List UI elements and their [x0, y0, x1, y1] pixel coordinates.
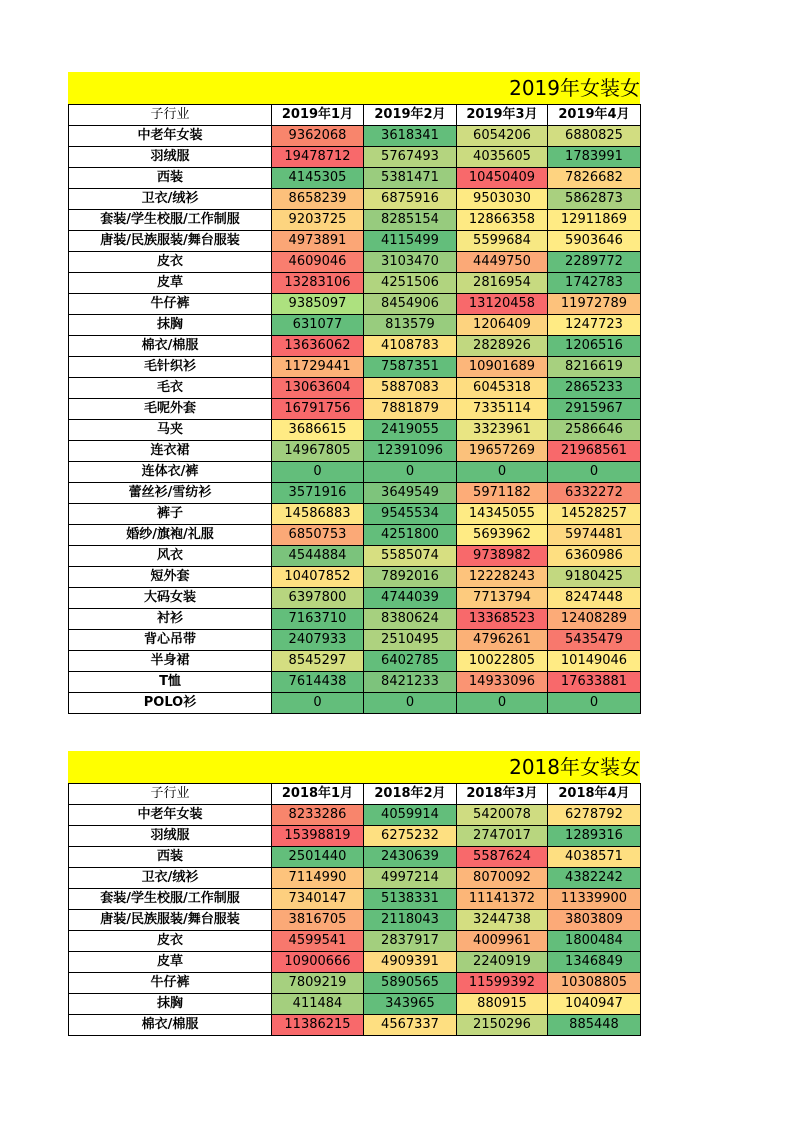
value-cell[interactable]: 11339900	[548, 889, 641, 910]
value-cell[interactable]: 3618341	[364, 126, 457, 147]
value-cell[interactable]: 9180425	[548, 567, 641, 588]
table-row	[69, 973, 641, 994]
row-label-subindustry[interactable]: 风衣	[69, 546, 272, 567]
row-label-subindustry[interactable]: 皮草	[69, 952, 272, 973]
value-cell[interactable]: 12408289	[548, 609, 641, 630]
value-cell[interactable]: 8658239	[272, 189, 364, 210]
value-cell[interactable]: 6880825	[548, 126, 641, 147]
value-cell[interactable]: 5974481	[548, 525, 641, 546]
table-2019-title: 2019年女装女	[509, 76, 640, 100]
value-cell[interactable]: 5599684	[457, 231, 548, 252]
row-label-subindustry[interactable]: 毛呢外套	[69, 399, 272, 420]
value-cell[interactable]: 2150296	[457, 1015, 548, 1036]
column-header-month[interactable]: 2019年4月	[548, 105, 641, 126]
value-cell[interactable]: 17633881	[548, 672, 641, 693]
value-cell[interactable]: 13636062	[272, 336, 364, 357]
value-cell[interactable]: 4609046	[272, 252, 364, 273]
table-row	[69, 868, 641, 889]
value-cell[interactable]: 4973891	[272, 231, 364, 252]
value-cell[interactable]: 11599392	[457, 973, 548, 994]
value-cell[interactable]: 13368523	[457, 609, 548, 630]
row-label-subindustry[interactable]: 毛针织衫	[69, 357, 272, 378]
value-cell[interactable]: 4115499	[364, 231, 457, 252]
value-cell[interactable]: 4059914	[364, 805, 457, 826]
value-cell[interactable]: 0	[457, 693, 548, 714]
value-cell[interactable]: 6054206	[457, 126, 548, 147]
table-row	[69, 210, 641, 231]
table-row	[69, 630, 641, 651]
table-row	[69, 588, 641, 609]
value-cell[interactable]: 10149046	[548, 651, 641, 672]
value-cell[interactable]: 11972789	[548, 294, 641, 315]
row-label-subindustry[interactable]: T恤	[69, 672, 272, 693]
table-row	[69, 441, 641, 462]
value-cell[interactable]: 2501440	[272, 847, 364, 868]
row-label-subindustry[interactable]: 婚纱/旗袍/礼服	[69, 525, 272, 546]
value-cell[interactable]: 3323961	[457, 420, 548, 441]
value-cell[interactable]: 3803809	[548, 910, 641, 931]
row-label-subindustry[interactable]: 棉衣/棉服	[69, 1015, 272, 1036]
value-cell[interactable]: 12391096	[364, 441, 457, 462]
value-cell[interactable]: 2407933	[272, 630, 364, 651]
row-label-subindustry[interactable]: 抹胸	[69, 994, 272, 1015]
value-cell[interactable]: 13063604	[272, 378, 364, 399]
value-cell[interactable]: 11729441	[272, 357, 364, 378]
row-label-subindustry[interactable]: 短外套	[69, 567, 272, 588]
value-cell[interactable]: 9738982	[457, 546, 548, 567]
value-cell[interactable]: 1040947	[548, 994, 641, 1015]
table-row	[69, 399, 641, 420]
value-cell[interactable]: 1346849	[548, 952, 641, 973]
table-row	[69, 420, 641, 441]
value-cell[interactable]: 0	[272, 462, 364, 483]
value-cell[interactable]: 19657269	[457, 441, 548, 462]
value-cell[interactable]: 4567337	[364, 1015, 457, 1036]
value-cell[interactable]: 5887083	[364, 378, 457, 399]
value-cell[interactable]: 411484	[272, 994, 364, 1015]
value-cell[interactable]: 8421233	[364, 672, 457, 693]
value-cell[interactable]: 5862873	[548, 189, 641, 210]
value-cell[interactable]: 7826682	[548, 168, 641, 189]
value-cell[interactable]: 6045318	[457, 378, 548, 399]
value-cell[interactable]: 0	[364, 693, 457, 714]
row-label-subindustry[interactable]: 抹胸	[69, 315, 272, 336]
value-cell[interactable]: 4909391	[364, 952, 457, 973]
value-cell[interactable]: 4382242	[548, 868, 641, 889]
value-cell[interactable]: 8233286	[272, 805, 364, 826]
table-2018-banner	[68, 751, 640, 783]
table-header-row	[69, 784, 641, 805]
row-label-subindustry[interactable]: 牛仔裤	[69, 973, 272, 994]
value-cell[interactable]: 5138331	[364, 889, 457, 910]
value-cell[interactable]: 8454906	[364, 294, 457, 315]
row-label-subindustry[interactable]: 套装/学生校服/工作制服	[69, 210, 272, 231]
value-cell[interactable]: 7614438	[272, 672, 364, 693]
table-row	[69, 952, 641, 973]
value-cell[interactable]: 1247723	[548, 315, 641, 336]
row-label-subindustry[interactable]: 毛衣	[69, 378, 272, 399]
row-label-subindustry[interactable]: 裤子	[69, 504, 272, 525]
value-cell[interactable]: 5693962	[457, 525, 548, 546]
value-cell[interactable]: 8380624	[364, 609, 457, 630]
row-label-subindustry[interactable]: 衬衫	[69, 609, 272, 630]
table-row	[69, 672, 641, 693]
table-row	[69, 336, 641, 357]
table-row	[69, 805, 641, 826]
value-cell[interactable]: 1783991	[548, 147, 641, 168]
value-cell[interactable]: 8545297	[272, 651, 364, 672]
value-cell[interactable]: 4449750	[457, 252, 548, 273]
row-label-subindustry[interactable]: 马夹	[69, 420, 272, 441]
row-label-subindustry[interactable]: 西装	[69, 847, 272, 868]
table-row	[69, 504, 641, 525]
table-row	[69, 994, 641, 1015]
row-label-subindustry[interactable]: 连衣裙	[69, 441, 272, 462]
value-cell[interactable]: 3244738	[457, 910, 548, 931]
value-cell[interactable]: 7809219	[272, 973, 364, 994]
value-cell[interactable]: 13283106	[272, 273, 364, 294]
value-cell[interactable]: 6278792	[548, 805, 641, 826]
row-label-subindustry[interactable]: 皮衣	[69, 252, 272, 273]
table-2018-block	[68, 751, 640, 1036]
value-cell[interactable]: 7335114	[457, 399, 548, 420]
table-2019-block	[68, 72, 640, 714]
value-cell[interactable]: 15398819	[272, 826, 364, 847]
value-cell[interactable]: 4544884	[272, 546, 364, 567]
column-header-month[interactable]: 2018年2月	[364, 784, 457, 805]
value-cell[interactable]: 6875916	[364, 189, 457, 210]
value-cell[interactable]: 5420078	[457, 805, 548, 826]
value-cell[interactable]: 14586883	[272, 504, 364, 525]
value-cell[interactable]: 4038571	[548, 847, 641, 868]
value-cell[interactable]: 3649549	[364, 483, 457, 504]
value-cell[interactable]: 4108783	[364, 336, 457, 357]
value-cell[interactable]: 2289772	[548, 252, 641, 273]
value-cell[interactable]: 11141372	[457, 889, 548, 910]
value-cell[interactable]: 12866358	[457, 210, 548, 231]
value-cell[interactable]: 4744039	[364, 588, 457, 609]
value-cell[interactable]: 8070092	[457, 868, 548, 889]
value-cell[interactable]: 2747017	[457, 826, 548, 847]
table-2019	[68, 104, 641, 714]
value-cell[interactable]: 10450409	[457, 168, 548, 189]
value-cell[interactable]: 813579	[364, 315, 457, 336]
value-cell[interactable]: 2510495	[364, 630, 457, 651]
value-cell[interactable]: 1742783	[548, 273, 641, 294]
value-cell[interactable]: 0	[364, 462, 457, 483]
value-cell[interactable]: 880915	[457, 994, 548, 1015]
value-cell[interactable]: 6850753	[272, 525, 364, 546]
value-cell[interactable]: 2430639	[364, 847, 457, 868]
row-label-subindustry[interactable]: 中老年女装	[69, 126, 272, 147]
value-cell[interactable]: 6397800	[272, 588, 364, 609]
value-cell[interactable]: 5585074	[364, 546, 457, 567]
value-cell[interactable]: 10900666	[272, 952, 364, 973]
value-cell[interactable]: 5587624	[457, 847, 548, 868]
value-cell[interactable]: 4035605	[457, 147, 548, 168]
value-cell[interactable]: 14528257	[548, 504, 641, 525]
value-cell[interactable]: 7881879	[364, 399, 457, 420]
row-label-subindustry[interactable]: 连体衣/裤	[69, 462, 272, 483]
value-cell[interactable]: 8247448	[548, 588, 641, 609]
value-cell[interactable]: 5903646	[548, 231, 641, 252]
table-row	[69, 651, 641, 672]
value-cell[interactable]: 1800484	[548, 931, 641, 952]
value-cell[interactable]: 3571916	[272, 483, 364, 504]
value-cell[interactable]: 16791756	[272, 399, 364, 420]
table-row	[69, 546, 641, 567]
table-row	[69, 273, 641, 294]
value-cell[interactable]: 885448	[548, 1015, 641, 1036]
column-header-month[interactable]: 2018年3月	[457, 784, 548, 805]
table-row	[69, 315, 641, 336]
value-cell[interactable]: 3816705	[272, 910, 364, 931]
value-cell[interactable]: 4145305	[272, 168, 364, 189]
column-header-month[interactable]: 2019年3月	[457, 105, 548, 126]
value-cell[interactable]: 2118043	[364, 910, 457, 931]
row-label-subindustry[interactable]: 棉衣/棉服	[69, 336, 272, 357]
table-header-row	[69, 105, 641, 126]
column-header-subindustry[interactable]: 子行业	[69, 784, 272, 805]
value-cell[interactable]: 4251506	[364, 273, 457, 294]
value-cell[interactable]: 11386215	[272, 1015, 364, 1036]
value-cell[interactable]: 6332272	[548, 483, 641, 504]
value-cell[interactable]: 13120458	[457, 294, 548, 315]
value-cell[interactable]: 9545534	[364, 504, 457, 525]
value-cell[interactable]: 4796261	[457, 630, 548, 651]
value-cell[interactable]: 3103470	[364, 252, 457, 273]
value-cell[interactable]: 12228243	[457, 567, 548, 588]
column-header-month[interactable]: 2018年4月	[548, 784, 641, 805]
value-cell[interactable]: 3686615	[272, 420, 364, 441]
table-row	[69, 189, 641, 210]
row-label-subindustry[interactable]: 皮衣	[69, 931, 272, 952]
table-row	[69, 931, 641, 952]
value-cell[interactable]: 2865233	[548, 378, 641, 399]
table-row	[69, 378, 641, 399]
value-cell[interactable]: 10308805	[548, 973, 641, 994]
value-cell[interactable]: 343965	[364, 994, 457, 1015]
table-row	[69, 1015, 641, 1036]
column-header-month[interactable]: 2019年1月	[272, 105, 364, 126]
value-cell[interactable]: 6402785	[364, 651, 457, 672]
table-row	[69, 693, 641, 714]
row-label-subindustry[interactable]: 卫衣/绒衫	[69, 189, 272, 210]
value-cell[interactable]: 7340147	[272, 889, 364, 910]
value-cell[interactable]: 9385097	[272, 294, 364, 315]
value-cell[interactable]: 2586646	[548, 420, 641, 441]
value-cell[interactable]: 10901689	[457, 357, 548, 378]
value-cell[interactable]: 14933096	[457, 672, 548, 693]
table-row	[69, 910, 641, 931]
value-cell[interactable]: 9362068	[272, 126, 364, 147]
value-cell[interactable]: 10022805	[457, 651, 548, 672]
row-label-subindustry[interactable]: 唐装/民族服装/舞台服装	[69, 231, 272, 252]
value-cell[interactable]: 6275232	[364, 826, 457, 847]
value-cell[interactable]: 7163710	[272, 609, 364, 630]
table-2019-banner	[68, 72, 640, 104]
value-cell[interactable]: 1206409	[457, 315, 548, 336]
value-cell[interactable]: 10407852	[272, 567, 364, 588]
value-cell[interactable]: 1289316	[548, 826, 641, 847]
value-cell[interactable]: 0	[457, 462, 548, 483]
value-cell[interactable]: 5435479	[548, 630, 641, 651]
table-row	[69, 525, 641, 546]
row-label-subindustry[interactable]: 羽绒服	[69, 826, 272, 847]
value-cell[interactable]: 5381471	[364, 168, 457, 189]
value-cell[interactable]: 7114990	[272, 868, 364, 889]
row-label-subindustry[interactable]: 羽绒服	[69, 147, 272, 168]
value-cell[interactable]: 0	[548, 462, 641, 483]
value-cell[interactable]: 4997214	[364, 868, 457, 889]
table-2018-title: 2018年女装女	[509, 755, 640, 779]
table-row	[69, 357, 641, 378]
value-cell[interactable]: 14967805	[272, 441, 364, 462]
row-label-subindustry[interactable]: 背心吊带	[69, 630, 272, 651]
column-header-month[interactable]: 2018年1月	[272, 784, 364, 805]
row-label-subindustry[interactable]: 大码女装	[69, 588, 272, 609]
value-cell[interactable]: 1206516	[548, 336, 641, 357]
value-cell[interactable]: 9203725	[272, 210, 364, 231]
row-label-subindustry[interactable]: 皮草	[69, 273, 272, 294]
value-cell[interactable]: 2915967	[548, 399, 641, 420]
table-row	[69, 147, 641, 168]
value-cell[interactable]: 2828926	[457, 336, 548, 357]
value-cell[interactable]: 5971182	[457, 483, 548, 504]
value-cell[interactable]: 5767493	[364, 147, 457, 168]
value-cell[interactable]: 2419055	[364, 420, 457, 441]
row-label-subindustry[interactable]: POLO衫	[69, 693, 272, 714]
row-label-subindustry[interactable]: 西装	[69, 168, 272, 189]
value-cell[interactable]: 4251800	[364, 525, 457, 546]
table-row	[69, 231, 641, 252]
row-label-subindustry[interactable]: 卫衣/绒衫	[69, 868, 272, 889]
value-cell[interactable]: 21968561	[548, 441, 641, 462]
value-cell[interactable]: 631077	[272, 315, 364, 336]
table-row	[69, 294, 641, 315]
table-row	[69, 567, 641, 588]
table-row	[69, 483, 641, 504]
value-cell[interactable]: 0	[272, 693, 364, 714]
value-cell[interactable]: 4599541	[272, 931, 364, 952]
table-row	[69, 609, 641, 630]
row-label-subindustry[interactable]: 牛仔裤	[69, 294, 272, 315]
value-cell[interactable]: 19478712	[272, 147, 364, 168]
column-header-subindustry[interactable]: 子行业	[69, 105, 272, 126]
row-label-subindustry[interactable]: 套装/学生校服/工作制服	[69, 889, 272, 910]
value-cell[interactable]: 7892016	[364, 567, 457, 588]
value-cell[interactable]: 6360986	[548, 546, 641, 567]
row-label-subindustry[interactable]: 蕾丝衫/雪纺衫	[69, 483, 272, 504]
table-row	[69, 826, 641, 847]
value-cell[interactable]: 8216619	[548, 357, 641, 378]
table-row	[69, 126, 641, 147]
value-cell[interactable]: 2240919	[457, 952, 548, 973]
table-2018	[68, 783, 641, 1036]
row-label-subindustry[interactable]: 中老年女装	[69, 805, 272, 826]
value-cell[interactable]: 2837917	[364, 931, 457, 952]
value-cell[interactable]: 4009961	[457, 931, 548, 952]
value-cell[interactable]: 7713794	[457, 588, 548, 609]
table-row	[69, 847, 641, 868]
value-cell[interactable]: 0	[548, 693, 641, 714]
row-label-subindustry[interactable]: 半身裙	[69, 651, 272, 672]
column-header-month[interactable]: 2019年2月	[364, 105, 457, 126]
value-cell[interactable]: 14345055	[457, 504, 548, 525]
value-cell[interactable]: 9503030	[457, 189, 548, 210]
value-cell[interactable]: 2816954	[457, 273, 548, 294]
table-row	[69, 462, 641, 483]
value-cell[interactable]: 5890565	[364, 973, 457, 994]
table-row	[69, 889, 641, 910]
table-row	[69, 168, 641, 189]
value-cell[interactable]: 7587351	[364, 357, 457, 378]
value-cell[interactable]: 12911869	[548, 210, 641, 231]
row-label-subindustry[interactable]: 唐装/民族服装/舞台服装	[69, 910, 272, 931]
value-cell[interactable]: 8285154	[364, 210, 457, 231]
table-row	[69, 252, 641, 273]
